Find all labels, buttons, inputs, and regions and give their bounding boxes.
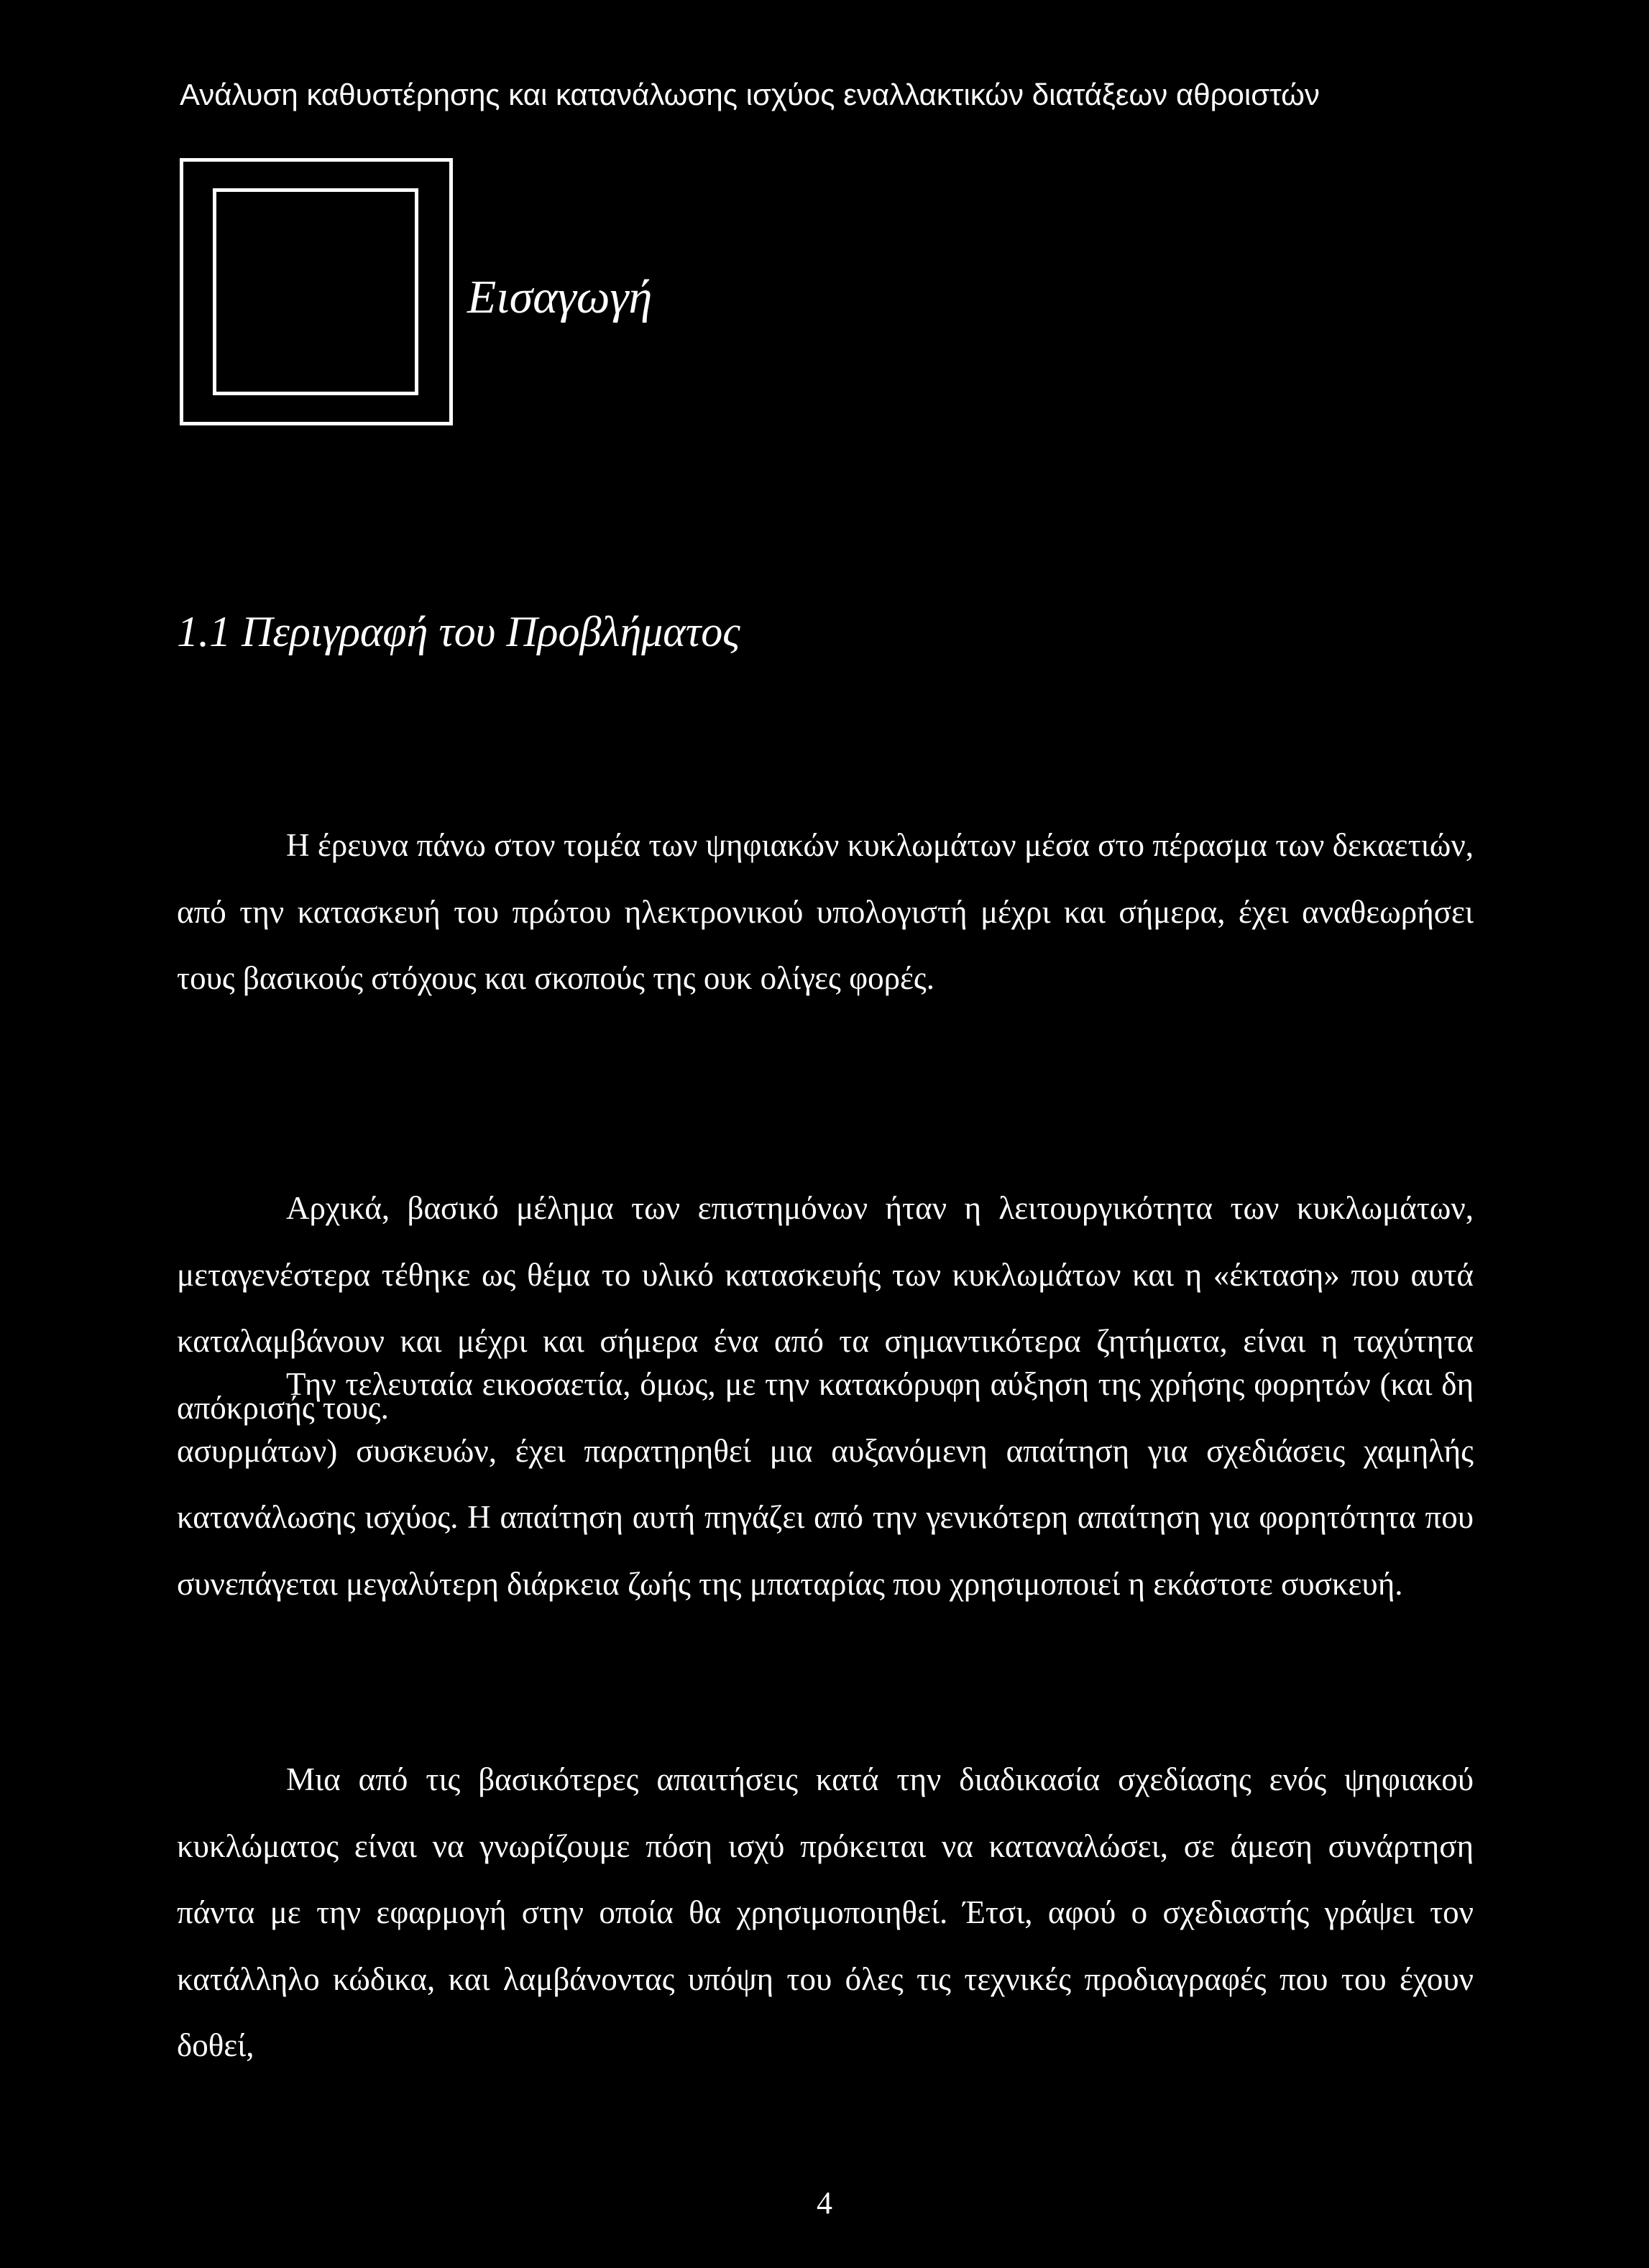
paragraph-3: Την τελευταία εικοσαετία, όμως, με την κατακόρυφη αύξηση της χρήσης φορητών (και δη ασυρμάτων) συσκευών, έχει παρατηρηθεί μια αυξανόμενη απαίτηση για σχεδιάσεις χαμηλής κατανάλωσης ισχύος. Η απαίτηση αυτή πηγάζει από την γενικότερη απαίτηση για φορητότητα που συνεπάγεται μεγαλύτερη διάρκεια ζωής της μπαταρίας που χρησιμοποιεί η εκάστοτε συσκευή. xyxy=(177,1366,1474,1602)
page-number: 4 xyxy=(817,2185,832,2221)
chapter-title: Εισαγωγή xyxy=(467,271,653,323)
section-title: 1.1 Περιγραφή του Προβλήματος xyxy=(177,608,740,655)
paragraph-2: Αρχικά, βασικό μέλημα των επιστημόνων ήταν η λειτουργικότητα των κυκλωμάτων, μεταγενέστερα τέθηκε ως θέμα το υλικό κατασκευής των κυκλωμάτων και η «έκταση» που αυτά καταλαμβάνουν και μέχρι και σήμερα ένα από τα σημαντικότερα ζητήματα, είναι η ταχύτητα απόκρισής τους. xyxy=(177,1190,1474,1426)
running-header: Ανάλυση καθυστέρησης και κατανάλωσης ισχύος εναλλακτικών διατάξεων αθροιστών xyxy=(180,78,1320,111)
chapter-box-inner xyxy=(213,188,418,395)
paragraph-4: Μια από τις βασικότερες απαιτήσεις κατά την διαδικασία σχεδίασης ενός ψηφιακού κυκλώματος είναι να γνωρίζουμε πόση ισχύ πρόκειται να καταναλώσει, σε άμεση συνάρτηση πάντα με την εφαρμογή στην οποία θα χρησιμοποιηθεί. Έτσι, αφού ο σχεδιαστής γράψει τον κατάλληλο κώδικα, και λαμβάνοντας υπόψη του όλες τις τεχνικές προδιαγραφές που του έχουν δοθεί, xyxy=(177,1761,1474,2063)
paragraph-1: Η έρευνα πάνω στον τομέα των ψηφιακών κυκλωμάτων μέσα στο πέρασμα των δεκαετιών, από την κατασκευή του πρώτου ηλεκτρονικού υπολογιστή μέχρι και σήμερα, έχει αναθεωρήσει τους βασικούς στόχους και σκοπούς της ουκ ολίγες φορές. xyxy=(177,827,1474,996)
